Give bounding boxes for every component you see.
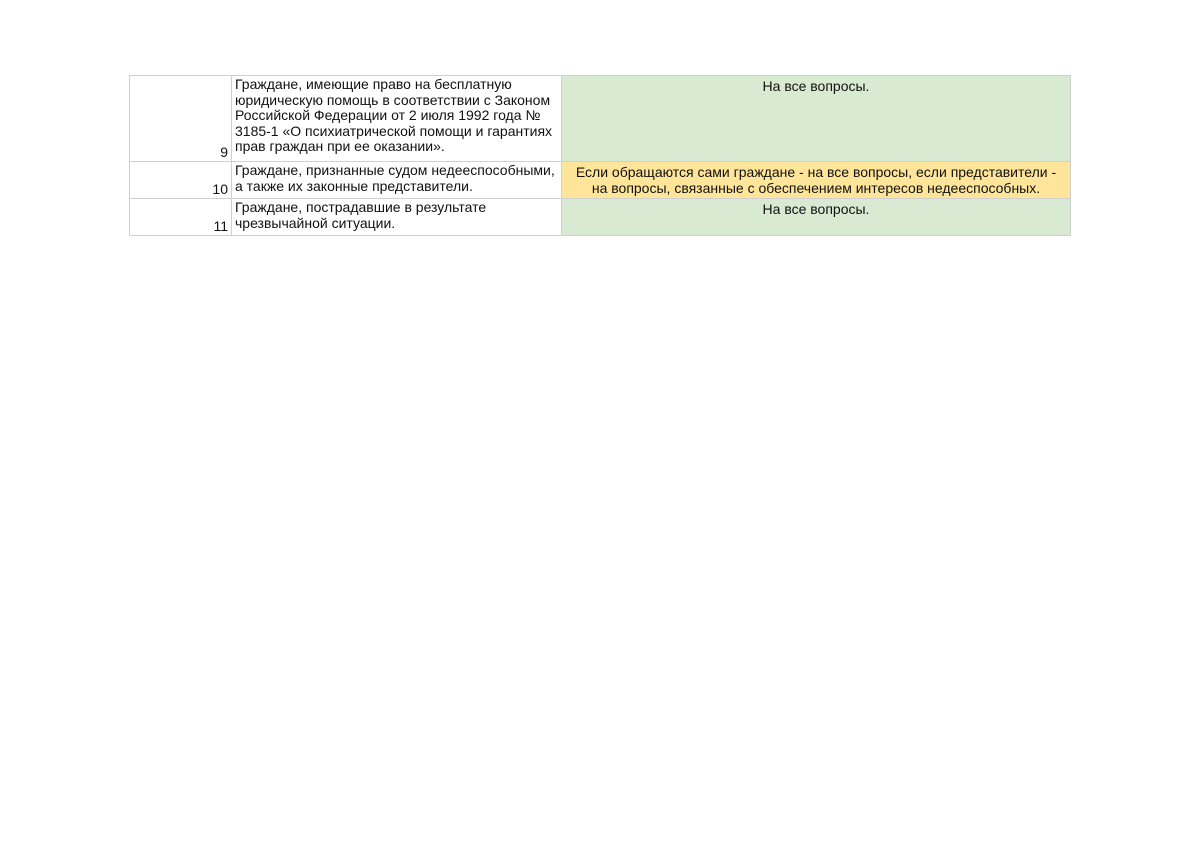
table-row	[130, 199, 1071, 236]
table-row	[130, 162, 1071, 199]
row-number: 10	[130, 162, 232, 199]
table-row	[130, 76, 1071, 162]
assistance-scope: На все вопросы.	[562, 76, 1071, 162]
beneficiary-category: Граждане, пострадавшие в результате чрезвычайной ситуации.	[232, 199, 562, 236]
beneficiary-category: Граждане, имеющие право на бесплатную юридическую помощь в соответствии с Законом Российской Федерации от 2 июля 1992 года № 3185-1 «О психиатрической помощи и гарантиях прав граждан при ее оказании».	[232, 76, 562, 162]
row-number: 9	[130, 76, 232, 162]
assistance-scope: Если обращаются сами граждане - на все вопросы, если представители - на вопросы, связанные с обеспечением интересов недееспособных.	[562, 162, 1071, 199]
row-number: 11	[130, 199, 232, 236]
assistance-scope: На все вопросы.	[562, 199, 1071, 236]
legal-aid-table	[129, 75, 1071, 236]
beneficiary-category: Граждане, признанные судом недееспособными, а также их законные представители.	[232, 162, 562, 199]
